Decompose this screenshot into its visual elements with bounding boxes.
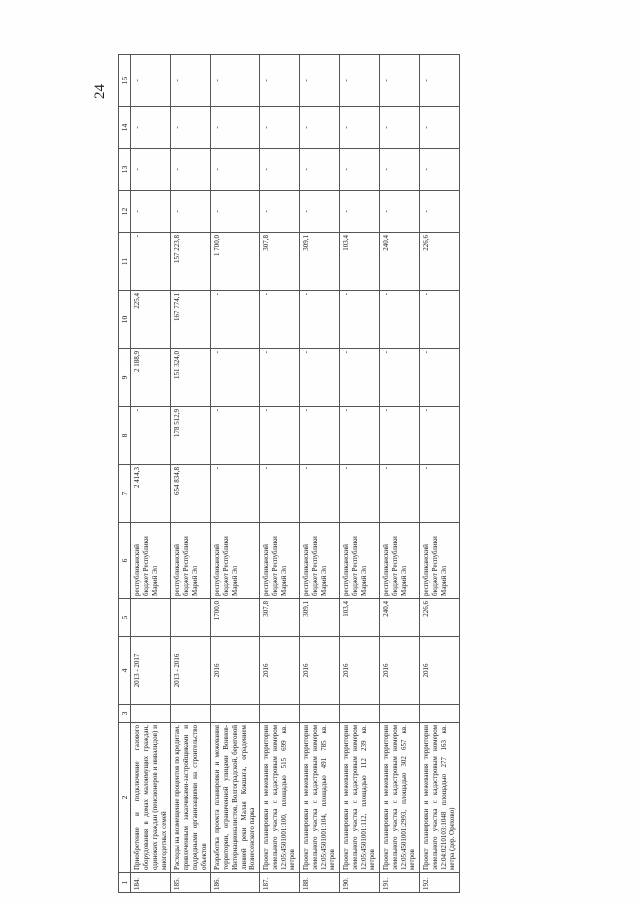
period-cell: 2016: [340, 637, 380, 705]
measure-name-cell: Расходы на возмещение процентов по кредитам, привлеченным заказчиками-застройщиками и подрядными организациями на строительство объектов: [171, 723, 211, 873]
amount-total-cell: 307,8: [260, 599, 300, 637]
header-cell: 13: [119, 149, 131, 191]
amount-col-8-cell: 178 512,9: [171, 407, 211, 465]
header-cell: 6: [119, 523, 131, 599]
table-row: [211, 55, 260, 893]
header-cell: 4: [119, 637, 131, 705]
header-cell: 8: [119, 407, 131, 465]
funding-source-cell: республиканский бюджет Республики Марий Эл: [211, 523, 260, 599]
amount-col-10-cell: -: [260, 291, 300, 349]
amount-col-9-cell: 2 188,9: [131, 349, 171, 407]
amount-col-14-cell: -: [380, 107, 420, 149]
amount-col-12-cell: -: [380, 191, 420, 233]
amount-col-7-cell: -: [211, 465, 260, 523]
col-3-cell: [260, 705, 300, 723]
row-number-cell: 187.: [260, 873, 300, 893]
col-3-cell: [131, 705, 171, 723]
row-number-cell: 192.: [420, 873, 460, 893]
amount-col-15-cell: -: [340, 55, 380, 107]
amount-col-11-cell: 103,4: [340, 233, 380, 291]
amount-col-10-cell: 225,4: [131, 291, 171, 349]
amount-col-11-cell: 157 223,8: [171, 233, 211, 291]
row-number-cell: 184.: [131, 873, 171, 893]
header-cell: 15: [119, 55, 131, 107]
amount-col-15-cell: -: [171, 55, 211, 107]
row-number-cell: 186.: [211, 873, 260, 893]
amount-col-12-cell: -: [340, 191, 380, 233]
amount-col-12-cell: -: [260, 191, 300, 233]
col-3-cell: [211, 705, 260, 723]
col-3-cell: [380, 705, 420, 723]
amount-col-12-cell: -: [420, 191, 460, 233]
budget-table: [118, 54, 460, 893]
amount-col-14-cell: -: [131, 107, 171, 149]
amount-col-14-cell: -: [420, 107, 460, 149]
col-3-cell: [300, 705, 340, 723]
amount-col-7-cell: -: [420, 465, 460, 523]
funding-source-cell: республиканский бюджет Республики Марий Эл: [420, 523, 460, 599]
measure-name-cell: Разработка проекта планировки и межевания территории, ограниченной улицами Воинов-Интернационалистов, Волгоградской, береговой линией реки Малая Кокшага, оградением Вознесенского парка: [211, 723, 260, 873]
amount-total-cell: 1700,0: [211, 599, 260, 637]
amount-col-14-cell: -: [171, 107, 211, 149]
col-3-cell: [171, 705, 211, 723]
amount-col-13-cell: -: [340, 149, 380, 191]
amount-col-10-cell: -: [340, 291, 380, 349]
amount-col-9-cell: -: [380, 349, 420, 407]
amount-col-8-cell: -: [260, 407, 300, 465]
header-cell: 14: [119, 107, 131, 149]
amount-col-10-cell: -: [380, 291, 420, 349]
amount-col-15-cell: -: [260, 55, 300, 107]
funding-source-cell: республиканский бюджет Республики Марий Эл: [380, 523, 420, 599]
amount-col-11-cell: 309,1: [300, 233, 340, 291]
measure-name-cell: Проект планировки и межевания территории земельного участка с кадастровым номером 12:05:4501001:2993, площадью 302 657 кв. метров: [380, 723, 420, 873]
amount-col-14-cell: -: [340, 107, 380, 149]
amount-col-15-cell: -: [211, 55, 260, 107]
amount-col-7-cell: 654 834,8: [171, 465, 211, 523]
amount-col-11-cell: 307,8: [260, 233, 300, 291]
amount-total-cell: 103,4: [340, 599, 380, 637]
amount-col-8-cell: -: [420, 407, 460, 465]
header-cell: 11: [119, 233, 131, 291]
amount-total-cell: [171, 599, 211, 637]
amount-col-9-cell: 151 324,0: [171, 349, 211, 407]
funding-source-cell: республиканский бюджет Республики Марий Эл: [131, 523, 171, 599]
amount-col-11-cell: 240,4: [380, 233, 420, 291]
amount-col-9-cell: -: [420, 349, 460, 407]
amount-col-14-cell: -: [260, 107, 300, 149]
page-number: 24: [92, 84, 108, 99]
amount-col-12-cell: -: [211, 191, 260, 233]
col-3-cell: [340, 705, 380, 723]
measure-name-cell: Приобретение и подключение газового оборудования в домах малоимущих граждан, одиноких граждан (пенсионеров и инвалидов) и многодетных семей: [131, 723, 171, 873]
amount-col-13-cell: -: [211, 149, 260, 191]
amount-total-cell: 240,4: [380, 599, 420, 637]
amount-col-7-cell: -: [260, 465, 300, 523]
amount-col-14-cell: -: [211, 107, 260, 149]
amount-col-7-cell: 2 414,3: [131, 465, 171, 523]
amount-col-15-cell: -: [300, 55, 340, 107]
row-number-cell: 188.: [300, 873, 340, 893]
amount-col-8-cell: -: [380, 407, 420, 465]
measure-name-cell: Проект планировки и межевания территории земельного участка с кадастровым номером 12:05:4501001:104, площадью 491 785 кв. метров: [300, 723, 340, 873]
header-cell: 5: [119, 599, 131, 637]
amount-col-7-cell: -: [340, 465, 380, 523]
table-row: [171, 55, 211, 893]
table-header-row: [119, 55, 131, 893]
table-row: [260, 55, 300, 893]
col-3-cell: [420, 705, 460, 723]
amount-col-10-cell: -: [211, 291, 260, 349]
amount-total-cell: [131, 599, 171, 637]
table-row: [131, 55, 171, 893]
amount-col-10-cell: 167 774,1: [171, 291, 211, 349]
amount-col-7-cell: -: [300, 465, 340, 523]
amount-col-8-cell: -: [211, 407, 260, 465]
header-cell: 7: [119, 465, 131, 523]
amount-col-9-cell: -: [260, 349, 300, 407]
period-cell: 2016: [260, 637, 300, 705]
amount-col-13-cell: -: [260, 149, 300, 191]
amount-col-12-cell: -: [131, 191, 171, 233]
period-cell: 2016: [420, 637, 460, 705]
amount-col-9-cell: -: [211, 349, 260, 407]
row-number-cell: 190.: [340, 873, 380, 893]
amount-col-12-cell: -: [300, 191, 340, 233]
amount-col-13-cell: -: [300, 149, 340, 191]
amount-col-14-cell: -: [300, 107, 340, 149]
table-row: [300, 55, 340, 893]
row-number-cell: 185.: [171, 873, 211, 893]
measure-name-cell: Проект планировки и межевания территории земельного участка с кадастровым номером 12:04:0210103:1048 площадью 277 163 кв. метра (дер. Орехово): [420, 723, 460, 873]
amount-col-13-cell: -: [171, 149, 211, 191]
amount-col-11-cell: 1 700,0: [211, 233, 260, 291]
amount-col-11-cell: -: [131, 233, 171, 291]
table-row: [420, 55, 460, 893]
period-cell: 2016: [380, 637, 420, 705]
amount-col-7-cell: -: [380, 465, 420, 523]
funding-source-cell: республиканский бюджет Республики Марий Эл: [340, 523, 380, 599]
measure-name-cell: Проект планировки и межевания территории земельного участка с кадастровым номером 12:05:4501001:112, площадью 112 239 кв. метров: [340, 723, 380, 873]
amount-col-15-cell: -: [420, 55, 460, 107]
amount-col-15-cell: -: [131, 55, 171, 107]
amount-col-13-cell: -: [380, 149, 420, 191]
funding-source-cell: республиканский бюджет Республики Марий Эл: [171, 523, 211, 599]
period-cell: 2016: [300, 637, 340, 705]
header-cell: 3: [119, 705, 131, 723]
amount-col-13-cell: -: [420, 149, 460, 191]
amount-col-8-cell: -: [300, 407, 340, 465]
amount-col-10-cell: -: [300, 291, 340, 349]
amount-col-13-cell: -: [131, 149, 171, 191]
row-number-cell: 191.: [380, 873, 420, 893]
amount-col-8-cell: -: [340, 407, 380, 465]
amount-col-9-cell: -: [340, 349, 380, 407]
period-cell: 2013 - 2016: [171, 637, 211, 705]
period-cell: 2016: [211, 637, 260, 705]
header-cell: 2: [119, 723, 131, 873]
amount-total-cell: 309,1: [300, 599, 340, 637]
header-cell: 1: [119, 873, 131, 893]
amount-col-12-cell: -: [171, 191, 211, 233]
header-cell: 10: [119, 291, 131, 349]
header-cell: 12: [119, 191, 131, 233]
amount-col-8-cell: -: [131, 407, 171, 465]
amount-col-10-cell: -: [420, 291, 460, 349]
amount-col-15-cell: -: [380, 55, 420, 107]
funding-source-cell: республиканский бюджет Республики Марий Эл: [260, 523, 300, 599]
period-cell: 2013 - 2017: [131, 637, 171, 705]
amount-col-11-cell: 226,6: [420, 233, 460, 291]
table-row: [340, 55, 380, 893]
table-row: [380, 55, 420, 893]
header-cell: 9: [119, 349, 131, 407]
funding-source-cell: республиканский бюджет Республики Марий Эл: [300, 523, 340, 599]
measure-name-cell: Проект планировки и межевания территории земельного участка с кадастровым номером 12:05:4501001:100, площадью 515 699 кв. метров: [260, 723, 300, 873]
amount-col-9-cell: -: [300, 349, 340, 407]
amount-total-cell: 226,6: [420, 599, 460, 637]
